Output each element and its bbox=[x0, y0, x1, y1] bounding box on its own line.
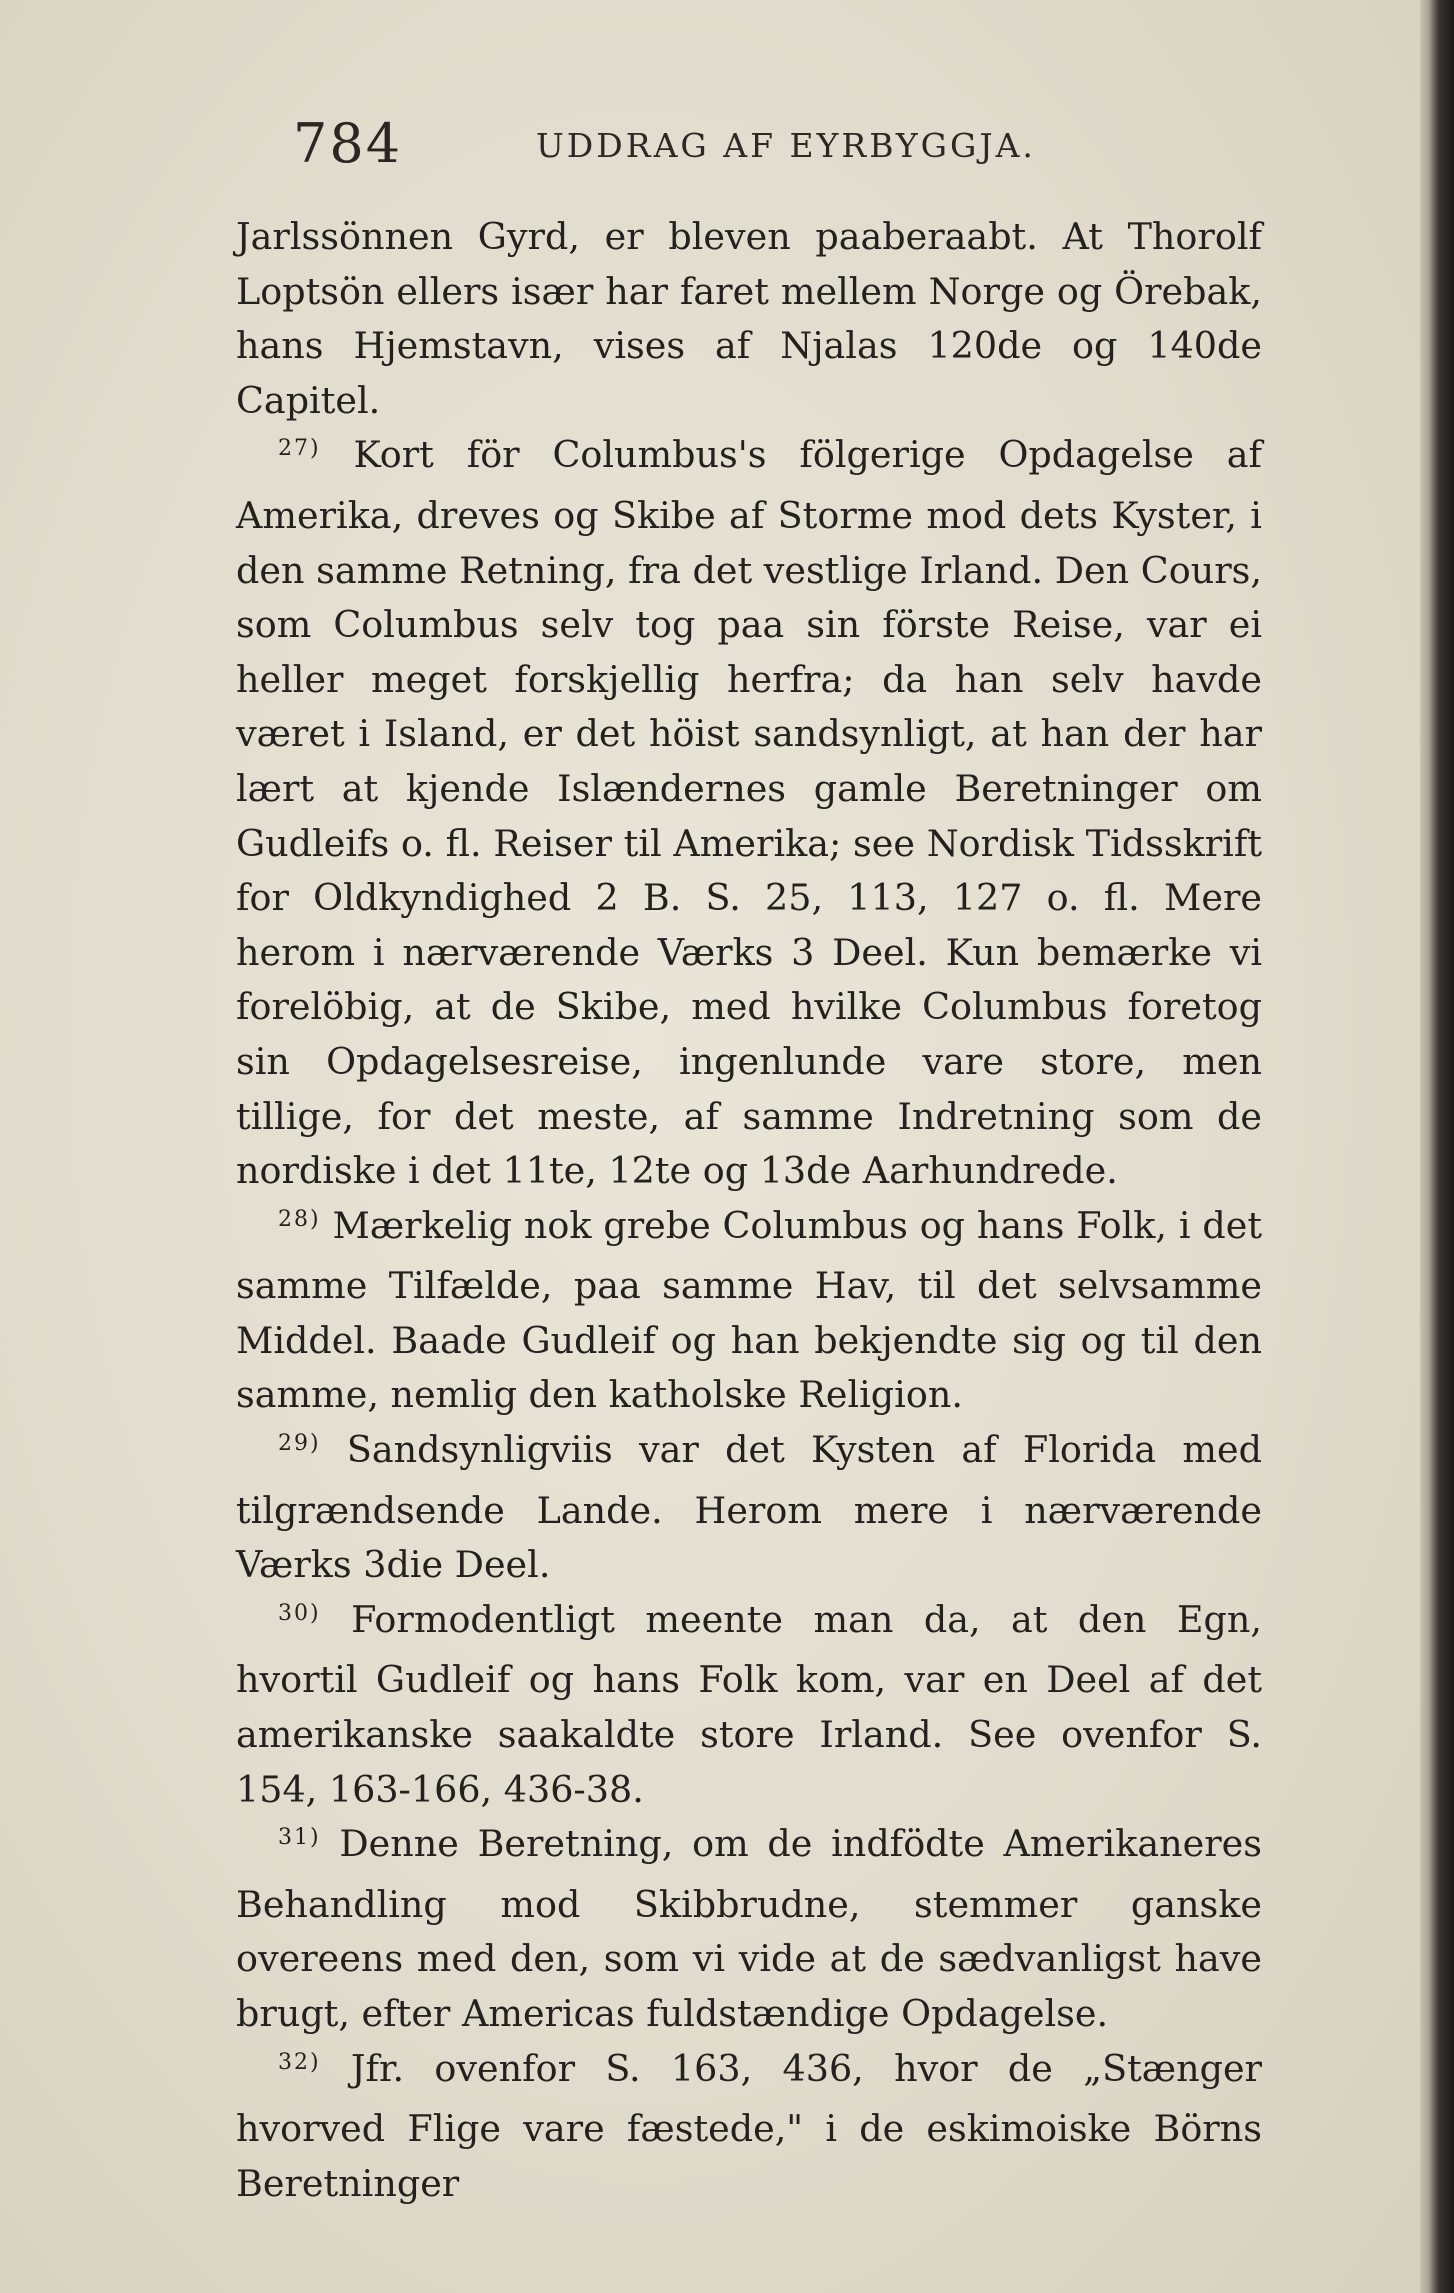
footnote-mark: 31) bbox=[278, 1825, 321, 1851]
footnote-text: Formodentligt meente man da, at den Egn, hvortil Gudleif og hans Folk kom, var en Deel af det amerikanske saakaldte store Irland. See ovenfor S. 154, 163-166, 436-38. bbox=[236, 1597, 1262, 1811]
footnote-mark: 32) bbox=[278, 2049, 321, 2075]
footnote-28 bbox=[236, 1199, 1262, 1423]
footnote-30 bbox=[236, 1593, 1262, 1817]
footnote-text: Kort för Columbus's fölgerige Opdagelse af Amerika, dreves og Skibe af Storme mod dets Kyster, i den samme Retning, fra det vestlige Irland. Den Cours, som Columbus selv tog paa sin förste Reise, var ei heller meget forskjellig herfra; da han selv havde været i Island, er det höist sandsynligt, at han der har lært at kjende Islændernes gamle Beretninger om Gudleifs o. fl. Reiser til Amerika; see Nordisk Tidsskrift for Oldkyndighed 2 B. S. 25, 113, 127 o. fl. Mere herom i nærværende Værks 3 Deel. Kun bemærke vi forelöbig, at de Skibe, med hvilke Columbus foretog sin Opdagelsesreise, ingenlunde vare store, men tillige, for det meste, af samme Indretning som de nordiske i det 11te, 12te og 13de Aarhundrede. bbox=[236, 433, 1262, 1193]
page-header bbox=[293, 112, 1263, 182]
footnote-29 bbox=[236, 1423, 1262, 1593]
footnote-text: Mærkelig nok grebe Columbus og hans Folk, i det samme Tilfælde, paa samme Hav, til det selvsamme Middel. Baade Gudleif og han bekjendte sig og til den samme, nemlig den katholske Religion. bbox=[236, 1203, 1262, 1417]
footnote-mark: 30) bbox=[278, 1600, 321, 1626]
footnote-text: Sandsynligviis var det Kysten af Florida med tilgrændsende Lande. Herom mere i nærværende Værks 3die Deel. bbox=[236, 1428, 1262, 1587]
page-number: 784 bbox=[293, 112, 403, 175]
running-title: UDDRAG AF EYRBYGGJA. bbox=[536, 126, 1036, 165]
footnote-text: Jfr. ovenfor S. 163, 436, hvor de „Stænger hvorved Flige vare fæstede," i de eskimoiske Börns Beretninger bbox=[236, 2046, 1262, 2205]
footnote-31 bbox=[236, 1817, 1262, 2041]
footnote-32 bbox=[236, 2042, 1262, 2212]
continuation-paragraph: Jarlssönnen Gyrd, er bleven paaberaabt. At Thorolf Loptsön ellers især har faret mellem Norge og Örebak, hans Hjemstavn, vises af Njalas 120de og 140de Capitel. bbox=[236, 215, 1262, 422]
footnote-mark: 27) bbox=[278, 436, 321, 462]
book-spine-edge bbox=[1420, 0, 1454, 2293]
text-block bbox=[236, 210, 1262, 2211]
footnote-mark: 29) bbox=[278, 1431, 321, 1457]
footnote-mark: 28) bbox=[278, 1206, 321, 1232]
footnote-text: Denne Beretning, om de indfödte Amerikaneres Behandling mod Skibbrudne, stemmer ganske overeens med den, som vi vide at de sædvanligst have brugt, efter Americas fuldstændige Opdagelse. bbox=[236, 1822, 1262, 2035]
footnote-27 bbox=[236, 428, 1262, 1198]
